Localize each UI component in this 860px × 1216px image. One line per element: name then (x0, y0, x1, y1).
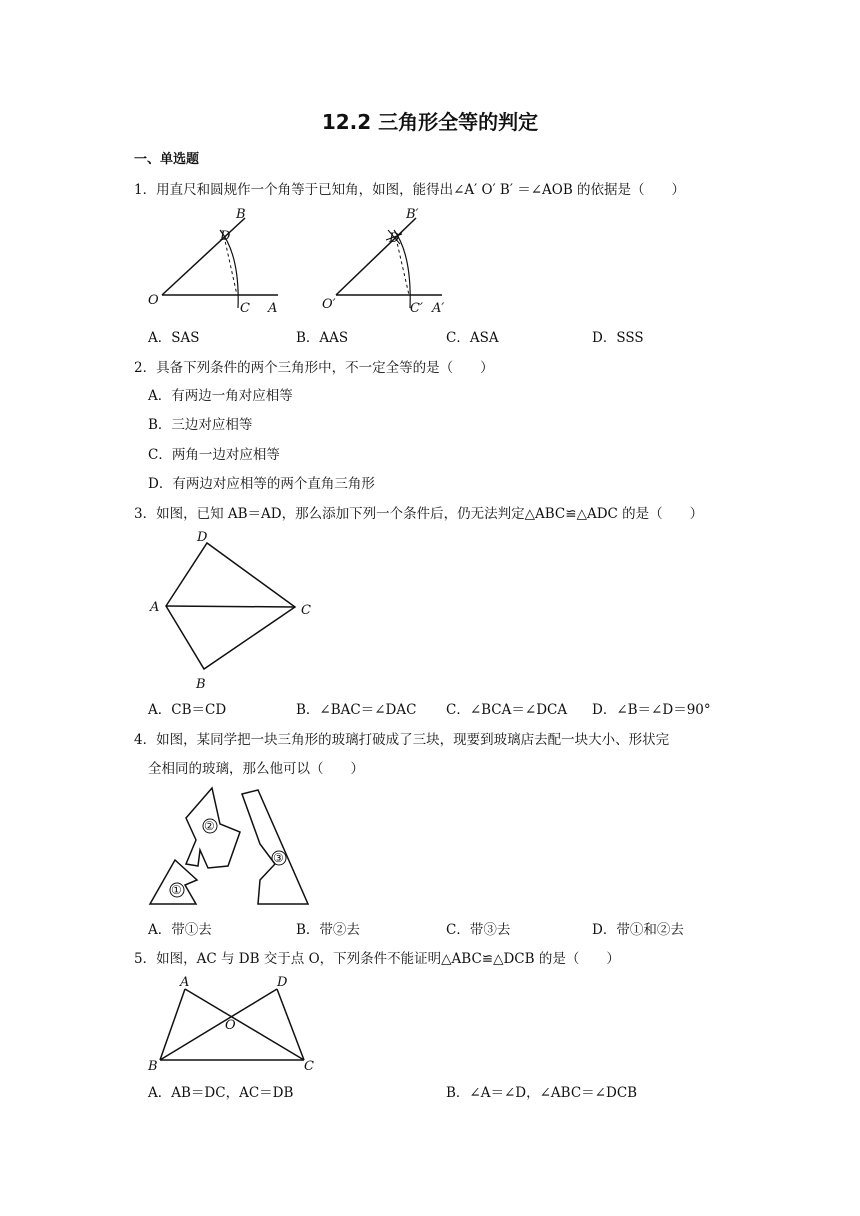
question-5-option-a: A．AB＝DC，AC＝DB (148, 1085, 294, 1101)
label-piece-3: ③ (273, 851, 284, 865)
question-3-option-a: A．CB＝CD (148, 702, 227, 718)
question-4-option-c: C．带③去 (446, 922, 511, 938)
glass-piece-3 (242, 790, 308, 904)
question-1-option-a: A．SAS (148, 330, 200, 346)
label-d: D (277, 975, 288, 990)
question-3-option-d: D．∠B＝∠D＝90° (592, 702, 711, 718)
question-2-option-b: B．三边对应相等 (148, 417, 253, 433)
label-d: D (197, 530, 208, 545)
question-4-figure (140, 782, 330, 910)
label-b: B (236, 207, 246, 222)
question-4-option-a: A．带①去 (148, 922, 212, 938)
page-title: 12.2 三角形全等的判定 (321, 110, 539, 134)
label-piece-2: ② (204, 819, 215, 833)
label-c: C (240, 301, 250, 316)
label-o: O (148, 293, 159, 308)
label-a-prime: A′ (432, 301, 445, 316)
question-1-stem: 1．用直尺和圆规作一个角等于已知角，如图，能得出∠A′ O′ B′ ＝∠AOB 的依据是（ ） (134, 182, 686, 198)
question-4-stem-line-2: 全相同的玻璃，那么他可以（ ） (148, 761, 364, 777)
label-o: O (225, 1018, 236, 1033)
question-5-figure (140, 972, 330, 1074)
label-a: A (180, 975, 190, 990)
quadrilateral-abcd (166, 543, 295, 669)
question-4-stem-line-1: 4．如图，某同学把一块三角形的玻璃打破成了三块，现要到玻璃店去配一块大小、形状完 (134, 732, 670, 748)
question-2-stem: 2．具备下列条件的两个三角形中，不一定全等的是（ ） (134, 360, 494, 376)
question-5-option-b: B．∠A＝∠D，∠ABC＝∠DCB (446, 1085, 638, 1101)
question-3-option-b: B．∠BAC＝∠DAC (296, 702, 417, 718)
label-c: C (304, 1059, 314, 1074)
label-c-prime: C′ (410, 301, 423, 316)
question-5-stem: 5．如图，AC 与 DB 交于点 O，下列条件不能证明△ABC≌△DCB 的是（ ） (134, 951, 620, 967)
question-3-option-c: C．∠BCA＝∠DCA (446, 702, 568, 718)
label-c: C (301, 603, 311, 618)
question-1-option-d: D．SSS (592, 330, 644, 346)
question-1-option-c: C．ASA (446, 330, 499, 346)
question-2-option-d: D．有两边对应相等的两个直角三角形 (148, 476, 375, 492)
glass-piece-1 (150, 860, 197, 904)
question-3-stem: 3．如图，已知 AB＝AD，那么添加下列一个条件后，仍无法判定△ABC≌△ADC 的是（ ） (134, 506, 704, 522)
section-heading: 一、单选题 (134, 152, 200, 167)
label-b: B (196, 677, 206, 692)
label-piece-1: ① (171, 883, 182, 897)
question-3-figure (140, 526, 330, 694)
question-1-figure (140, 200, 470, 322)
label-d-prime: D′ (389, 231, 403, 246)
question-2-option-c: C．两角一边对应相等 (148, 447, 280, 463)
label-b: B (148, 1059, 158, 1074)
question-4-option-d: D．带①和②去 (592, 922, 684, 938)
question-2-option-a: A．有两边一角对应相等 (148, 388, 293, 404)
label-a: A (268, 301, 278, 316)
label-b-prime: B′ (406, 207, 419, 222)
label-d: D (220, 229, 231, 244)
question-4-option-b: B．带②去 (296, 922, 360, 938)
question-1-option-b: B．AAS (296, 330, 349, 346)
label-a: A (150, 600, 160, 615)
label-o-prime: O′ (322, 297, 336, 312)
